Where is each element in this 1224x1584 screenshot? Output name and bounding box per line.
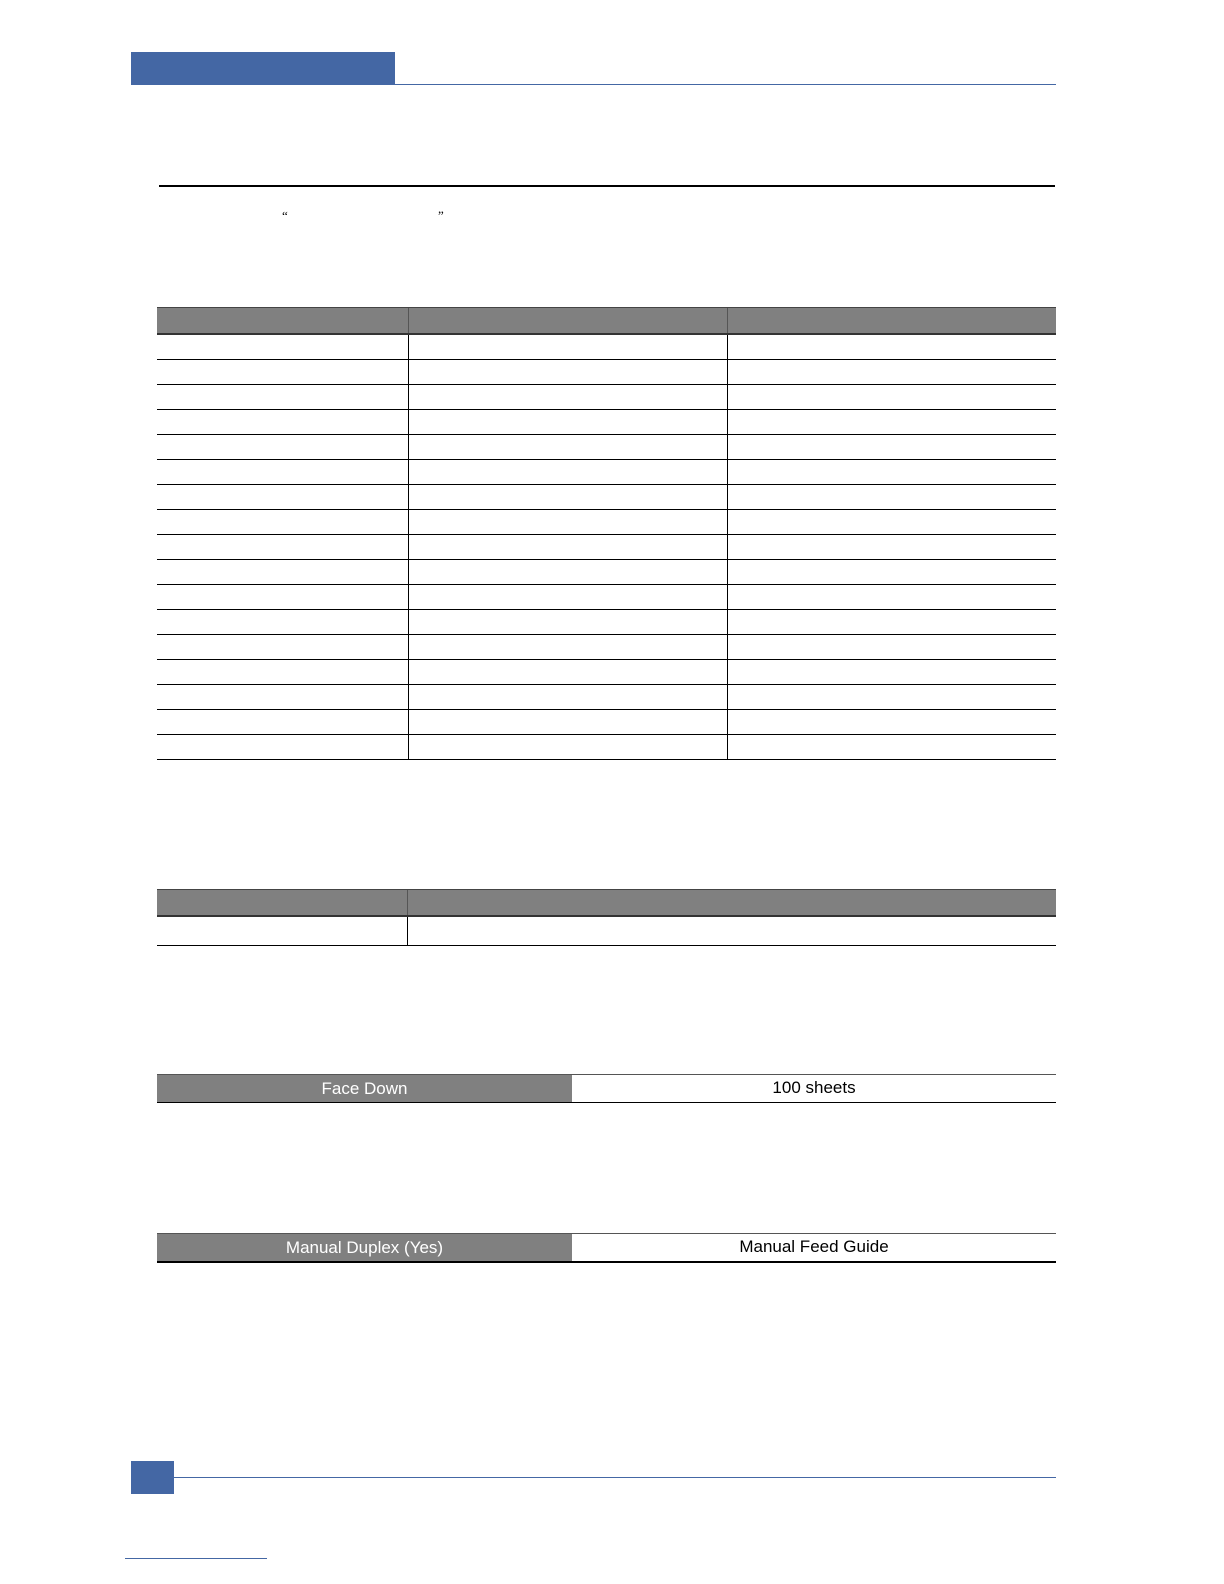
table-row: [157, 360, 1056, 385]
close-quote: ”: [438, 208, 444, 223]
table-cell: [157, 635, 408, 660]
table-row: [157, 435, 1056, 460]
footer-link-underline: [125, 1558, 267, 1559]
table-cell: [157, 585, 408, 610]
table-cell: [727, 635, 1056, 660]
table-cell: [727, 334, 1056, 360]
table-row: [157, 385, 1056, 410]
table-cell: [408, 460, 727, 485]
table-row: [157, 334, 1056, 360]
table-cell: [727, 360, 1056, 385]
spec-table: [157, 307, 1056, 760]
table-cell: [408, 685, 727, 710]
table-cell: [408, 334, 727, 360]
table-cell: [408, 385, 727, 410]
summary-table: [157, 889, 1056, 946]
table-cell: [727, 460, 1056, 485]
page-number-box: [131, 1461, 174, 1494]
open-quote: “: [282, 208, 288, 223]
table-cell: [157, 510, 408, 535]
output-capacity-value: 100 sheets: [772, 1078, 856, 1097]
header-tab: [131, 52, 395, 85]
header-rule: [395, 84, 1056, 85]
table-cell: [157, 435, 408, 460]
table-cell: [157, 535, 408, 560]
table-cell: [157, 460, 408, 485]
table-row: [157, 560, 1056, 585]
table-cell: [157, 660, 408, 685]
table-cell: [157, 334, 408, 360]
table-cell: [408, 585, 727, 610]
table-cell: [408, 485, 727, 510]
table-cell: [727, 510, 1056, 535]
summary-table-header: [157, 890, 1056, 917]
table-cell: [407, 916, 1056, 946]
summary-header-cell: [157, 890, 407, 917]
table-cell: [727, 560, 1056, 585]
table-cell: [157, 410, 408, 435]
table-cell: [157, 385, 408, 410]
table-cell: [727, 710, 1056, 735]
table-row: [157, 510, 1056, 535]
table-cell: [727, 485, 1056, 510]
duplex-label: Manual Duplex (Yes): [157, 1234, 572, 1261]
summary-header-cell: [407, 890, 1056, 917]
table-cell: [408, 710, 727, 735]
table-row: [157, 660, 1056, 685]
table-cell: [408, 735, 727, 760]
table-cell: [157, 685, 408, 710]
table-row: [157, 585, 1056, 610]
table-cell: [727, 535, 1056, 560]
table-cell: [727, 685, 1056, 710]
table-cell: [157, 710, 408, 735]
table-cell: [408, 635, 727, 660]
table-row: [157, 610, 1056, 635]
table-cell: [408, 610, 727, 635]
table-cell: [157, 485, 408, 510]
table-cell: [408, 410, 727, 435]
table-cell: [727, 585, 1056, 610]
table-cell: [408, 560, 727, 585]
table-cell: [157, 735, 408, 760]
table-cell: [408, 360, 727, 385]
table-row: [157, 460, 1056, 485]
table-cell: [727, 660, 1056, 685]
table-cell: [408, 435, 727, 460]
table-row: [157, 916, 1056, 946]
table-cell: [727, 435, 1056, 460]
table-cell: [157, 560, 408, 585]
table-cell: [727, 735, 1056, 760]
table-row: [157, 735, 1056, 760]
table-cell: [157, 916, 407, 946]
duplex-row: [157, 1233, 1056, 1263]
duplex-value: Manual Feed Guide: [739, 1237, 889, 1256]
spec-header-cell: [408, 308, 727, 335]
table-row: [157, 535, 1056, 560]
spec-table-header: [157, 308, 1056, 335]
table-cell: [157, 360, 408, 385]
table-row: [157, 685, 1056, 710]
table-row: [157, 410, 1056, 435]
table-cell: [408, 660, 727, 685]
output-capacity-row: [157, 1074, 1056, 1103]
table-cell: [727, 385, 1056, 410]
footer-rule: [174, 1477, 1056, 1478]
spec-header-cell: [727, 308, 1056, 335]
section-divider: [159, 185, 1055, 187]
table-cell: [408, 510, 727, 535]
table-cell: [727, 610, 1056, 635]
table-row: [157, 710, 1056, 735]
table-cell: [157, 610, 408, 635]
table-cell: [408, 535, 727, 560]
table-row: [157, 485, 1056, 510]
spec-header-cell: [157, 308, 408, 335]
output-capacity-label: Face Down: [157, 1075, 572, 1102]
table-row: [157, 635, 1056, 660]
table-cell: [727, 410, 1056, 435]
